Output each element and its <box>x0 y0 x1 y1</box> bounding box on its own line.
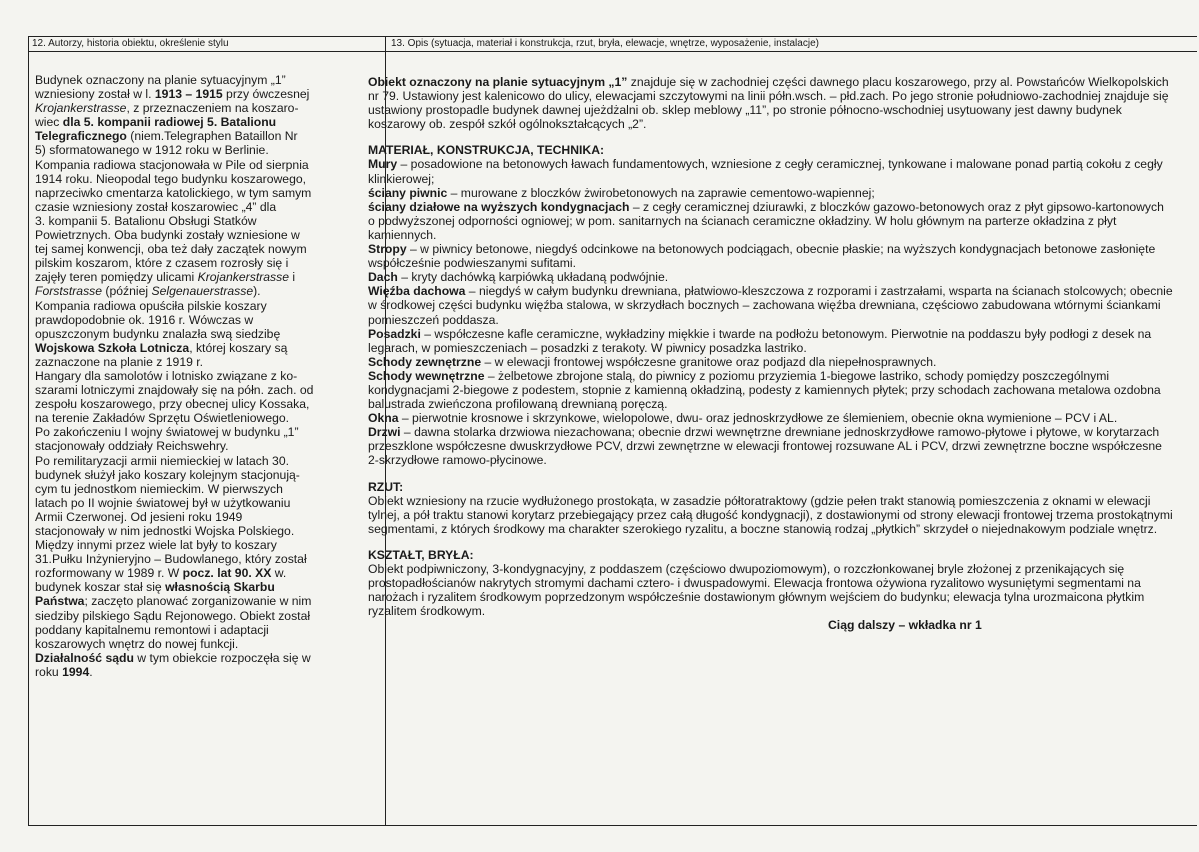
header-rule <box>29 51 1197 52</box>
ksztalt-paragraph: Obiekt podpiwniczony, 3-kondygnacyjny, z poddaszem (częściowo dwupoziomowym), o rozczłonkowanej bryle złożonej z przenikających się prostopadłościanów nakrytych stromymi dachami czterο- i dwuspadowymi. Elewacja frontowa ożywiona ryzalitowo wysuniętymi segmentami na narożach i ryzalitem środkowym poprzedzonym współcześnie dostawionym głównym wejściem do budynku; elewacja tylna urozmaicona płytkim ryzalitem środkowym. <box>368 562 1145 619</box>
history-text: Budynek oznaczony na planie sytuacyjnym „1” wzniesiony został w l. 1913 – 1915 przy ówczesnej Krojankerstrasse, z przeznaczeniem na koszaro- wiec dla 5. kompanii radiowej 5. Batalionu Telegraficznego (niem.Telegraphen Bataillon Nr 5) sformatowanego w 1912 roku w Berlinie. Kompania radiowa stacjonowała w Pile od sierpnia 1914 roku. Nieopodal tego budynku koszarowego, naprzeciwko cmentarza katolickiego, w tym samym czasie wzniesiony został koszarowiec „4” dla 3. kompanii 5. Batalionu Obsługi Statków Powietrznych. Oba budynki zostały wzniesione w tej samej konwencji, oba też dały zaczątek nowym pilskim koszarom, które z czasem rozrosły się i zajęły teren pomiędzy ulicami Krojankerstrasse i Forststrasse (później Selgenauerstrasse). Kompania radiowa opuściła pilskie koszary prawdopodobnie ok. 1916 r. Wówczas w opuszczonym budynku znalazła swą siedzibę Wojskowa Szkoła Lotnicza, której koszary są zaznaczone na planie z 1919 r. Hangary dla samolotów i lotnisko związane z ko- szarami lotniczymi znajdowały się na półn. zach. od zespołu koszarowego, przy obecnej ulicy Kossaka, na terenie Zakładów Sprzętu Oświetleniowego. Po zakończeniu I wojny światowej w budynku „1” stacjonowały oddziały Reichswehry. Po remilitaryzacji armii niemieckiej w latach 30. budynek służył jako koszary kolejnym stacjonują- cym tu jednostkom niemieckim. W pierwszych latach po II wojnie światowej był w użytkowaniu Armii Czerwonej. Od jesieni roku 1949 stacjonowały w nim jednostki Wojska Polskiego. Między innymi przez wiele lat były to koszary 31.Pułku Inżynieryjno – Budowlanego, który został rozformowany w 1989 r. W pocz. lat 90. XX w. budynek koszar stał się własnością Skarbu Państwa; zaczęto planować zorganizowanie w nim siedziby pilskiego Sądu Rejonowego. Obiekt został poddany kapitalnemu remontowi i adaptacji koszarowych wnętrz do nowej funkcji. Działalność sądu w tym obiekcie rozpoczęła się w roku 1994. <box>35 73 314 679</box>
ksztalt-heading: KSZTAŁT, BRYŁA: <box>368 547 474 562</box>
history-column <box>35 73 375 679</box>
section-12-header: 12. Autorzy, historia obiektu, określenie stylu <box>32 38 229 49</box>
material-section: Mury – posadowione na betonowych ławach fundamentowych, wzniesione z cegły ceramicznej, tynkowane i malowane ponad partią cokołu z cegły klinkierowej; ściany piwnic – murowane z bloczków żwirobetonowych na zaprawie cementowo-wapiennej; ściany działowe na wyższych kondygnacjach – z cegły ceramicznej dziurawki, z bloczków gazowo-betonowych oraz z płyt gipsowo-kartonowych o podwyższonej odporności ogniowej; w pom. sanitarnych na ścianach ceramiczne okładziny. W holu głównym na parterze okładzina z płyt kamiennych. Stropy – w piwnicy betonowe, niegdyś odcinkowe na betonowych podciągach, obecnie płaskie; na wyższych kondygnacjach betonowe zasłonięte współcześnie podwieszanymi sufitami. Dach – kryty dachówką karpiówką układaną podwójnie. Więźba dachowa – niegdyś w całym budynku drewniana, płatwiowo-kleszczowa z rozporami i zastrzałami, wsparta na ścianach stolcowych; obecnie w środkowej części budynku więźba stalowa, w skrzydłach bocznych – zachowana więźba drewniana, częściowo zabudowana wtórnymi ściankami pomieszczeń poddasza. Posadzki – współczesne kafle ceramiczne, wykładziny miękkie i twarde na podłożu betonowym. Pierwotnie na poddaszu były podłogi z desek na legarach, w pomieszczeniach – posadzki z terakoty. W piwnicy posadzka lastriko. Schody zewnętrzne – w elewacji frontowej współczesne granitowe oraz podjazd dla niepełnosprawnych. Schody wewnętrzne – żelbetowe zbrojone stalą, do piwnicy z poziomu przyziemia 1-biegowe lastriko, schody pomiędzy poszczególnymi kondygnacjami 2-biegowe z podestem, stopnie z kamienną okładziną, podesty z kamiennych płytek; przy schodach zachowana metalowa ozdobna balustrada zwieńczona profilowaną drewnianą poręczą. Okna – pierwotnie krosnowe i skrzynkowe, wielopolowe, dwu- oraz jednoskrzydłowe ze ślemieniem, obecnie okna wymienione – PCV i AL. Drzwi – dawna stolarka drzwiowa niezachowana; obecnie drzwi wewnętrzne drewniane jednoskrzydłowe ramowo-płytowe i płytowe, w korytarzach przeszklone współczesne dwuskrzydłowe PCV, drzwi zewnętrzne w elewacji frontowej rozsuwane AL i PCV, drzwi zewnętrzne boczne współczesne 2-skrzydłowe ramowo-płycinowe. <box>368 157 1173 468</box>
material-heading: MATERIAŁ, KONSTRUKCJA, TECHNIKA: <box>368 143 605 158</box>
continued-note: Ciąg dalszy – wkładka nr 1 <box>828 618 982 633</box>
rzut-paragraph: Obiekt wzniesiony na rzucie wydłużonego prostokąta, w zasadzie półtoratraktowy (gdzie pełen trakt stanowią pomieszczenia z oknami w elewacji tylnej, a pół traktu stanowi korytarz przebiegający przez całą długość kondygnacji), z dostawionymi od strony elewacji frontowej trzema prostokątnymi segmentami, z których środkowy ma charakter szerokiego ryzalitu, a boczne stanowią rodzaj „płytkich” skrzydeł o niejednakowym podziale wnętrz. <box>368 493 1173 536</box>
rzut-heading: RZUT: <box>368 479 404 494</box>
section-13-header: 13. Opis (sytuacja, materiał i konstrukcja, rzut, bryła, elewacje, wnętrze, wyposażenie, instalacje) <box>391 38 819 49</box>
form-frame <box>28 36 1197 826</box>
description-column <box>368 75 1173 632</box>
location-paragraph: Obiekt oznaczony na planie sytuacyjnym „1” znajduje się w zachodniej części dawnego placu koszarowego, przy al. Powstańców Wielkopolskich nr 79. Ustawiony jest kalenicowo do ulicy, elewacjami szczytowymi na linii półn.wsch. – płd.zach. Po jego stronie południowo-zachodniej znajduje się ustawiony prostopadle budynek dawnej ujeżdżalni ob. sklep meblowy „11”, po stronie północno-wschodniej usytuowany jest dawny budynek koszarowy ob. zespół szkół ogólnokształcących „2”. <box>368 75 1169 132</box>
